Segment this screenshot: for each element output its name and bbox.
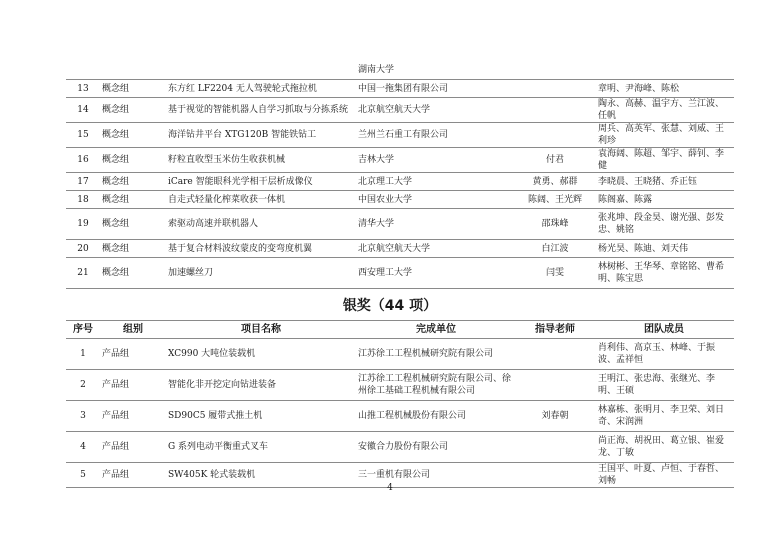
cell-project-name: 籽粒直收型玉米仿生收获机械	[166, 148, 356, 173]
cell-group: 概念组	[100, 258, 166, 289]
cell-project-name: 基于视觉的智能机器人自学习抓取与分拣系统	[166, 98, 356, 123]
table-row	[66, 240, 734, 258]
cell-group: 概念组	[100, 191, 166, 209]
cell-team: 陶永、高赫、温宇方、兰江波、任帆	[594, 98, 734, 123]
table-row	[66, 432, 734, 463]
cell-group: 概念组	[100, 148, 166, 173]
cell-group: 产品组	[100, 339, 166, 370]
cell-team: 李晓晨、王晓猪、乔正钰	[594, 173, 734, 191]
cell-unit: 江苏徐工工程机械研究院有限公司	[356, 339, 516, 370]
cell-unit: 西安理工大学	[356, 258, 516, 289]
cell-unit: 北京理工大学	[356, 173, 516, 191]
cell-project-name	[166, 61, 356, 80]
cell-tutor: 陈阔、王光辉	[516, 191, 594, 209]
header-team: 团队成员	[594, 321, 734, 339]
cell-group: 概念组	[100, 123, 166, 148]
table-row	[66, 61, 734, 80]
cell-unit: 清华大学	[356, 209, 516, 240]
cell-unit: 安徽合力股份有限公司	[356, 432, 516, 463]
cell-team: 王国平、叶夏、卢恒、于春哲、刘畅	[594, 463, 734, 488]
cell-project-name: G 系列电动平衡重式叉车	[166, 432, 356, 463]
table-row	[66, 80, 734, 98]
cell-no: 3	[66, 401, 100, 432]
cell-tutor	[516, 80, 594, 98]
cell-no: 18	[66, 191, 100, 209]
header-group: 组别	[100, 321, 166, 339]
table-row	[66, 258, 734, 289]
cell-team: 周兵、高英军、张慧、刘威、王利珍	[594, 123, 734, 148]
cell-team: 章明、尹海峰、陈松	[594, 80, 734, 98]
cell-project-name: 东方红 LF2204 无人驾驶轮式拖拉机	[166, 80, 356, 98]
table-row	[66, 209, 734, 240]
table-row	[66, 191, 734, 209]
cell-unit: 三一重机有限公司	[356, 463, 516, 488]
cell-team: 林嘉栋、张明月、李卫荣、刘日奇、宋润洲	[594, 401, 734, 432]
cell-tutor: 闫雯	[516, 258, 594, 289]
cell-tutor	[516, 61, 594, 80]
cell-unit: 吉林大学	[356, 148, 516, 173]
table-row	[66, 401, 734, 432]
cell-group: 概念组	[100, 240, 166, 258]
header-unit: 完成单位	[356, 321, 516, 339]
cell-tutor: 黄勇、郝群	[516, 173, 594, 191]
cell-project-name: 索驱动高速并联机器人	[166, 209, 356, 240]
cell-unit: 北京航空航天大学	[356, 98, 516, 123]
cell-group: 概念组	[100, 98, 166, 123]
cell-project-name: 基于复合材料波纹蒙皮的变弯度机翼	[166, 240, 356, 258]
cell-unit: 北京航空航天大学	[356, 240, 516, 258]
cell-group: 概念组	[100, 80, 166, 98]
gold-award-table-body	[66, 61, 734, 289]
cell-team: 陈阁嘉、陈露	[594, 191, 734, 209]
gold-award-table-continued	[66, 61, 734, 289]
table-row	[66, 148, 734, 173]
table-row	[66, 173, 734, 191]
cell-no: 1	[66, 339, 100, 370]
cell-no: 19	[66, 209, 100, 240]
cell-no: 4	[66, 432, 100, 463]
cell-team: 袁海阔、陈超、邹宇、薛钊、李健	[594, 148, 734, 173]
cell-unit: 江苏徐工工程机械研究院有限公司、徐州徐工基础工程机械有限公司	[356, 370, 516, 401]
cell-no: 15	[66, 123, 100, 148]
cell-unit: 湖南大学	[358, 65, 395, 75]
cell-tutor	[516, 123, 594, 148]
cell-no: 5	[66, 463, 100, 488]
cell-team: 王明江、张忠海、张继光、李明、王硕	[594, 370, 734, 401]
cell-project-name: 海洋钻井平台 XTG120B 智能铁钻工	[166, 123, 356, 148]
cell-tutor: 白江波	[516, 240, 594, 258]
cell-unit: 中国一拖集团有限公司	[356, 80, 516, 98]
silver-award-title: 银奖（44 项）	[342, 298, 438, 314]
header-tutor: 指导老师	[516, 321, 594, 339]
silver-award-table	[66, 320, 734, 488]
cell-project-name: SD90C5 履带式推土机	[166, 401, 356, 432]
cell-project-name: 智能化非开挖定向钻进装备	[166, 370, 356, 401]
cell-no: 14	[66, 98, 100, 123]
cell-no: 16	[66, 148, 100, 173]
cell-no: 20	[66, 240, 100, 258]
cell-tutor	[516, 432, 594, 463]
cell-unit: 兰州兰石重工有限公司	[356, 123, 516, 148]
cell-project-name: XC990 大吨位装载机	[166, 339, 356, 370]
cell-unit: 中国农业大学	[356, 191, 516, 209]
table-row	[66, 370, 734, 401]
header-no: 序号	[66, 321, 100, 339]
cell-tutor	[516, 370, 594, 401]
cell-group	[100, 61, 166, 80]
page-number: 4	[387, 483, 393, 493]
cell-group: 概念组	[100, 173, 166, 191]
cell-project-name: iCare 智能眼科光学相干层析成像仪	[166, 173, 356, 191]
cell-team: 林树彬、王华琴、章铭铭、曹希明、陈宝思	[594, 258, 734, 289]
cell-team: 杨光昊、陈迪、刘天伟	[594, 240, 734, 258]
cell-project-name: SW405K 轮式装载机	[166, 463, 356, 488]
cell-tutor: 邵珠峰	[516, 209, 594, 240]
cell-unit: 山推工程机械股份有限公司	[356, 401, 516, 432]
cell-tutor: 付君	[516, 148, 594, 173]
table-row	[66, 98, 734, 123]
cell-tutor	[516, 98, 594, 123]
cell-group: 产品组	[100, 463, 166, 488]
silver-award-table-body	[66, 339, 734, 488]
cell-project-name: 自走式轻量化榨菜收获一体机	[166, 191, 356, 209]
cell-tutor	[516, 339, 594, 370]
table-row	[66, 123, 734, 148]
cell-no: 21	[66, 258, 100, 289]
cell-team	[594, 61, 734, 80]
cell-no: 13	[66, 80, 100, 98]
cell-group: 产品组	[100, 370, 166, 401]
silver-table-header-row	[66, 321, 734, 339]
cell-group: 概念组	[100, 209, 166, 240]
cell-team: 张兆坤、段金昊、谢光强、彭发忠、姚铭	[594, 209, 734, 240]
cell-team: 肖利伟、高京玉、林峰、于振波、孟祥恒	[594, 339, 734, 370]
header-project-name: 项目名称	[166, 321, 356, 339]
cell-team: 尚正海、胡祝田、葛立银、崔爱龙、丁敏	[594, 432, 734, 463]
cell-no	[66, 61, 100, 80]
cell-project-name: 加速螺丝刀	[166, 258, 356, 289]
table-row	[66, 339, 734, 370]
cell-group: 产品组	[100, 401, 166, 432]
cell-tutor: 刘春朝	[516, 401, 594, 432]
cell-group: 产品组	[100, 432, 166, 463]
cell-no: 17	[66, 173, 100, 191]
cell-no: 2	[66, 370, 100, 401]
